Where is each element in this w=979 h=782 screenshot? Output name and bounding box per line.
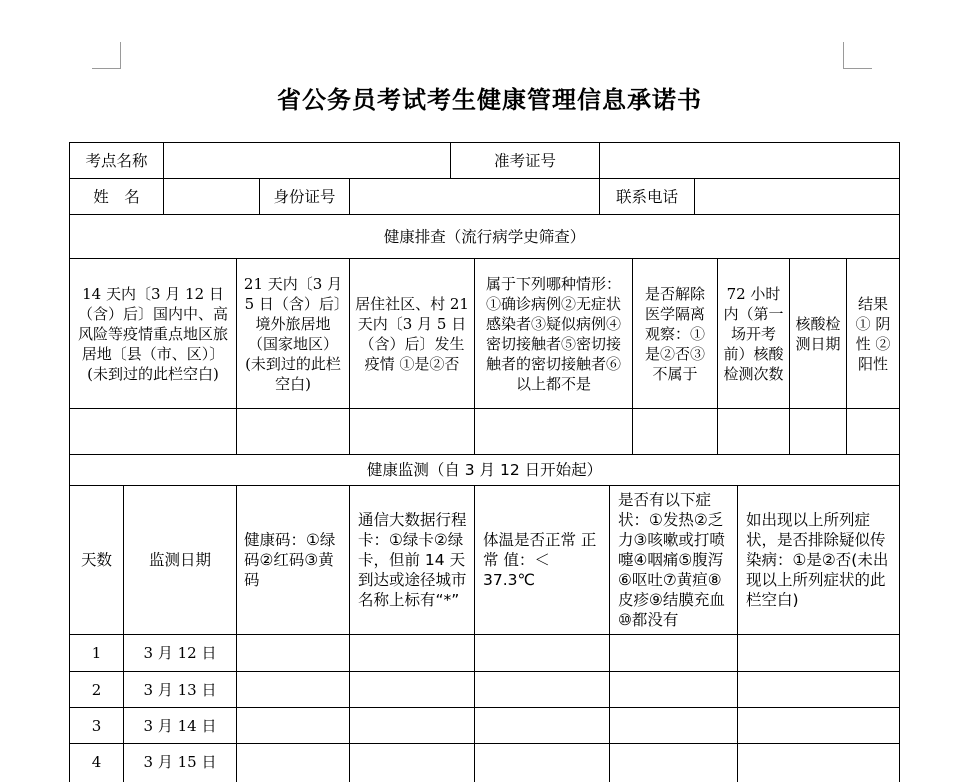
monitoring-col-temperature: 体温是否正常 正 常 值：＜ 37.3℃ [483,531,597,589]
health-commitment-form-table [69,142,900,782]
monitoring-row-day: 2 [91,680,102,699]
monitoring-col-health-code: 健康码：①绿码②红码③黄码 [244,531,336,589]
monitoring-col-infection-excluded: 如出现以上所列症状，是否排除疑似传染病：①是②否(未出现以上所列症状的此栏空白) [746,511,889,609]
page-corner-mark-top-right [843,42,872,69]
name-field[interactable] [164,179,259,214]
screening-col-case-category: 属于下列哪种情形：①确诊病例②无症状感染者③疑似病例④密切接触者⑤密切接触者的密切接触者⑥以上都不是 [485,274,621,393]
screening-answer-nucleic-test-date[interactable] [790,409,846,454]
monitoring-row-day: 4 [91,752,102,771]
symptoms-input[interactable] [610,708,737,743]
admission-ticket-label: 准考证号 [493,151,556,170]
exam-site-label: 考点名称 [85,151,148,170]
screening-section-title: 健康排查（流行病学史筛查） [383,227,586,246]
travel-card-input[interactable] [350,708,474,743]
monitoring-row-date: 3 月 12 日 [143,644,217,662]
monitoring-row-date: 3 月 14 日 [143,716,217,735]
infection-excluded-input[interactable] [738,708,899,743]
exam-site-field[interactable] [164,143,450,178]
name-label: 姓 名 [93,187,140,206]
monitoring-col-date: 监测日期 [148,551,211,569]
screening-col-domestic-travel: 14 天内〔3 月 12 日（含）后〕国内中、高风险等疫情重点地区旅居地〔县（市、区）〕(未到过的此栏空白) [77,284,228,383]
screening-answer-quarantine-release[interactable] [633,409,717,454]
page-corner-mark-top-left [92,42,121,69]
monitoring-row-day: 1 [91,644,102,662]
phone-label: 联系电话 [615,187,678,206]
monitoring-row-date: 3 月 13 日 [143,680,217,699]
screening-answer-test-result[interactable] [847,409,899,454]
temperature-input[interactable] [475,708,609,743]
screening-col-nucleic-test-date: 核酸检测日期 [795,314,841,353]
screening-col-community-outbreak: 居住社区、村 21 天内〔3 月 5 日（含）后〕发生疫情 ①是②否 [355,294,469,373]
monitoring-row-date: 3 月 15 日 [143,752,217,771]
monitoring-col-day: 天数 [80,551,112,569]
monitoring-col-travel-card: 通信大数据行程卡：①绿卡②绿卡，但前 14 天到达或途径城市名称上标有“*” [358,511,467,609]
symptoms-input[interactable] [610,635,737,671]
screening-col-nucleic-test-count: 72 小时内（第一场开考前）核酸检测次数 [723,284,784,383]
phone-field[interactable] [695,179,899,214]
infection-excluded-input[interactable] [738,672,899,707]
id-number-label: 身份证号 [273,187,336,206]
screening-col-quarantine-release: 是否解除医学隔离观察：①是②否③不属于 [644,284,705,383]
monitoring-col-symptoms: 是否有以下症状：①发热②乏力③咳嗽或打喷嚏④咽痛⑤腹泻⑥呕吐⑦黄疸⑧皮疹⑨结膜充血⑩都没有 [618,491,725,629]
table-rule [899,142,900,782]
symptoms-input[interactable] [610,672,737,707]
health-code-input[interactable] [237,672,349,707]
page-title: 省公务员考试考生健康管理信息承诺书 [277,86,702,114]
monitoring-section-title: 健康监测（自 3 月 12 日开始起） [366,461,603,479]
health-code-input[interactable] [237,635,349,671]
admission-ticket-field[interactable] [600,143,899,178]
screening-answer-case-category[interactable] [475,409,632,454]
screening-answer-community-outbreak[interactable] [350,409,474,454]
id-number-field[interactable] [350,179,599,214]
screening-answer-domestic-travel[interactable] [70,409,236,454]
temperature-input[interactable] [475,635,609,671]
screening-col-overseas-travel: 21 天内〔3 月 5 日（含）后〕境外旅居地（国家地区）(未到过的此栏空白) [243,274,343,393]
temperature-input[interactable] [475,672,609,707]
monitoring-row-day: 3 [91,716,102,735]
travel-card-input[interactable] [350,672,474,707]
infection-excluded-input[interactable] [738,635,899,671]
screening-col-test-result: 结果 ① 阴性 ② 阳性 [855,294,891,373]
screening-answer-overseas-travel[interactable] [237,409,349,454]
health-code-input[interactable] [237,708,349,743]
screening-answer-nucleic-test-count[interactable] [718,409,789,454]
travel-card-input[interactable] [350,635,474,671]
